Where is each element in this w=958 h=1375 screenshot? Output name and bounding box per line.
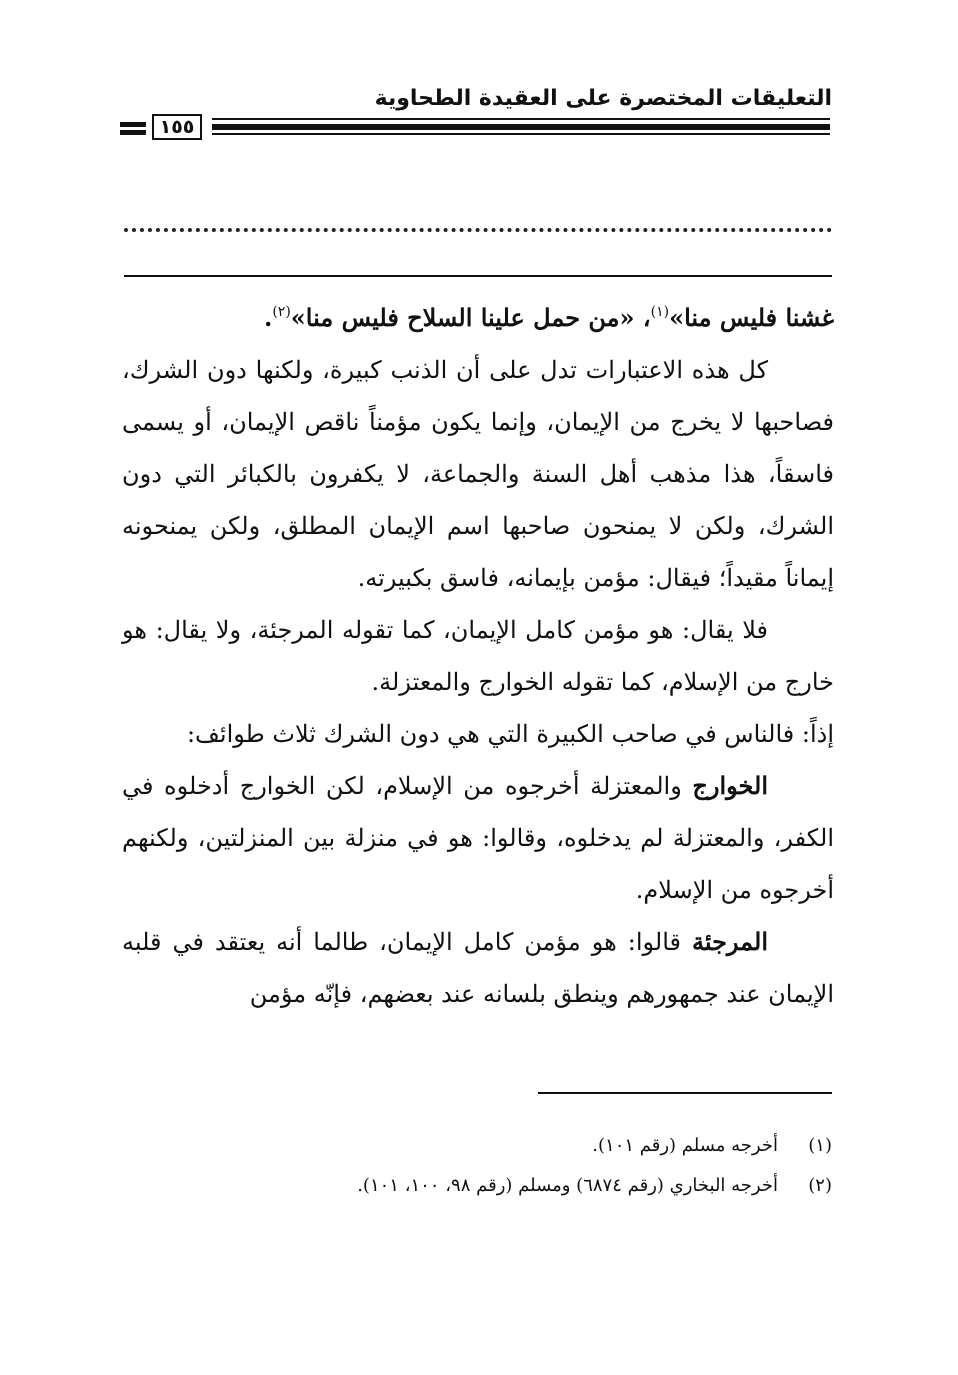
footnote-ref-1: (١) [650, 304, 670, 320]
footnote-ref-2: (٢) [272, 304, 291, 320]
footnote-text: أخرجه مسلم (رقم ١٠١). [592, 1135, 778, 1156]
footnote-2 [120, 1166, 832, 1206]
hadith-text-2: ، «من حمل علينا السلاح فليس منا» [290, 303, 651, 332]
paragraph-considerations: كل هذه الاعتبارات تدل على أن الذنب كبيرة، ولكنها دون الشرك، فصاحبها لا يخرج من الإيمان، وإنما يكون مؤمناً ناقص الإيمان، أو يسمى فاسقاً، هذا مذهب أهل السنة والجماعة، لا يكفرون بالكبائر التي دون الشرك، ولكن لا يمنحون صاحبها اسم الإيمان المطلق، ولكن يمنحونه إيماناً مقيداً؛ فيقال: مؤمن بإيمانه، فاسق بكبيرته. [122, 356, 834, 592]
term-murjia: المرجئة [691, 927, 768, 956]
murjia-text: قالوا: هو مؤمن كامل الإيمان، طالما أنه يعتقد في قلبه الإيمان عند جمهورهم وينطق بلسانه عند بعضهم، فإنّه مؤمن [122, 928, 834, 1008]
page-number: ١٥٥ [152, 114, 202, 140]
dotted-separator [124, 228, 832, 232]
paragraph-khawarij [122, 760, 834, 916]
footnote-rule [538, 1092, 832, 1094]
paragraph-hadith-quote [122, 292, 834, 344]
footnote-1 [120, 1126, 832, 1166]
header-ornament-dash-bottom [120, 130, 146, 135]
header-rule-top [212, 118, 830, 120]
hadith-text-1: غشنا فليس منا» [669, 303, 834, 332]
body-text [122, 292, 834, 1020]
hadith-text-end: . [263, 303, 273, 332]
content-rule [124, 275, 832, 277]
header-ornament-dash-top [120, 122, 146, 127]
paragraph-not-said: فلا يقال: هو مؤمن كامل الإيمان، كما تقوله المرجئة، ولا يقال: هو خارج من الإسلام، كما تقوله الخوارج والمعتزلة. [122, 616, 834, 696]
footnotes [120, 1126, 832, 1206]
header-rule-bottom [212, 133, 830, 135]
running-title: التعليقات المختصرة على العقيدة الطحاوية [374, 86, 832, 111]
header-rule-thick [212, 124, 830, 130]
khawarij-text: أخرجوه من الإسلام، لكن الخوارج أدخلوه في الكفر، والمعتزلة لم يدخلوه، وقالوا: هو في منزلة بين المنزلتين، ولكنهم أخرجوه من الإسلام. [122, 772, 834, 904]
paragraph-murjia [122, 916, 834, 1020]
footnote-number: (١) [808, 1135, 832, 1156]
footnote-number: (٢) [808, 1175, 832, 1196]
khawarij-text-mid: والمعتزلة [579, 772, 693, 800]
paragraph-three-groups: إذاً: فالناس في صاحب الكبيرة التي هي دون الشرك ثلاث طوائف: [186, 720, 834, 748]
footnote-text: أخرجه البخاري (رقم ٦٨٧٤) ومسلم (رقم ٩٨، ١٠٠، ١٠١). [357, 1175, 778, 1196]
term-khawarij: الخوارج [692, 771, 768, 800]
